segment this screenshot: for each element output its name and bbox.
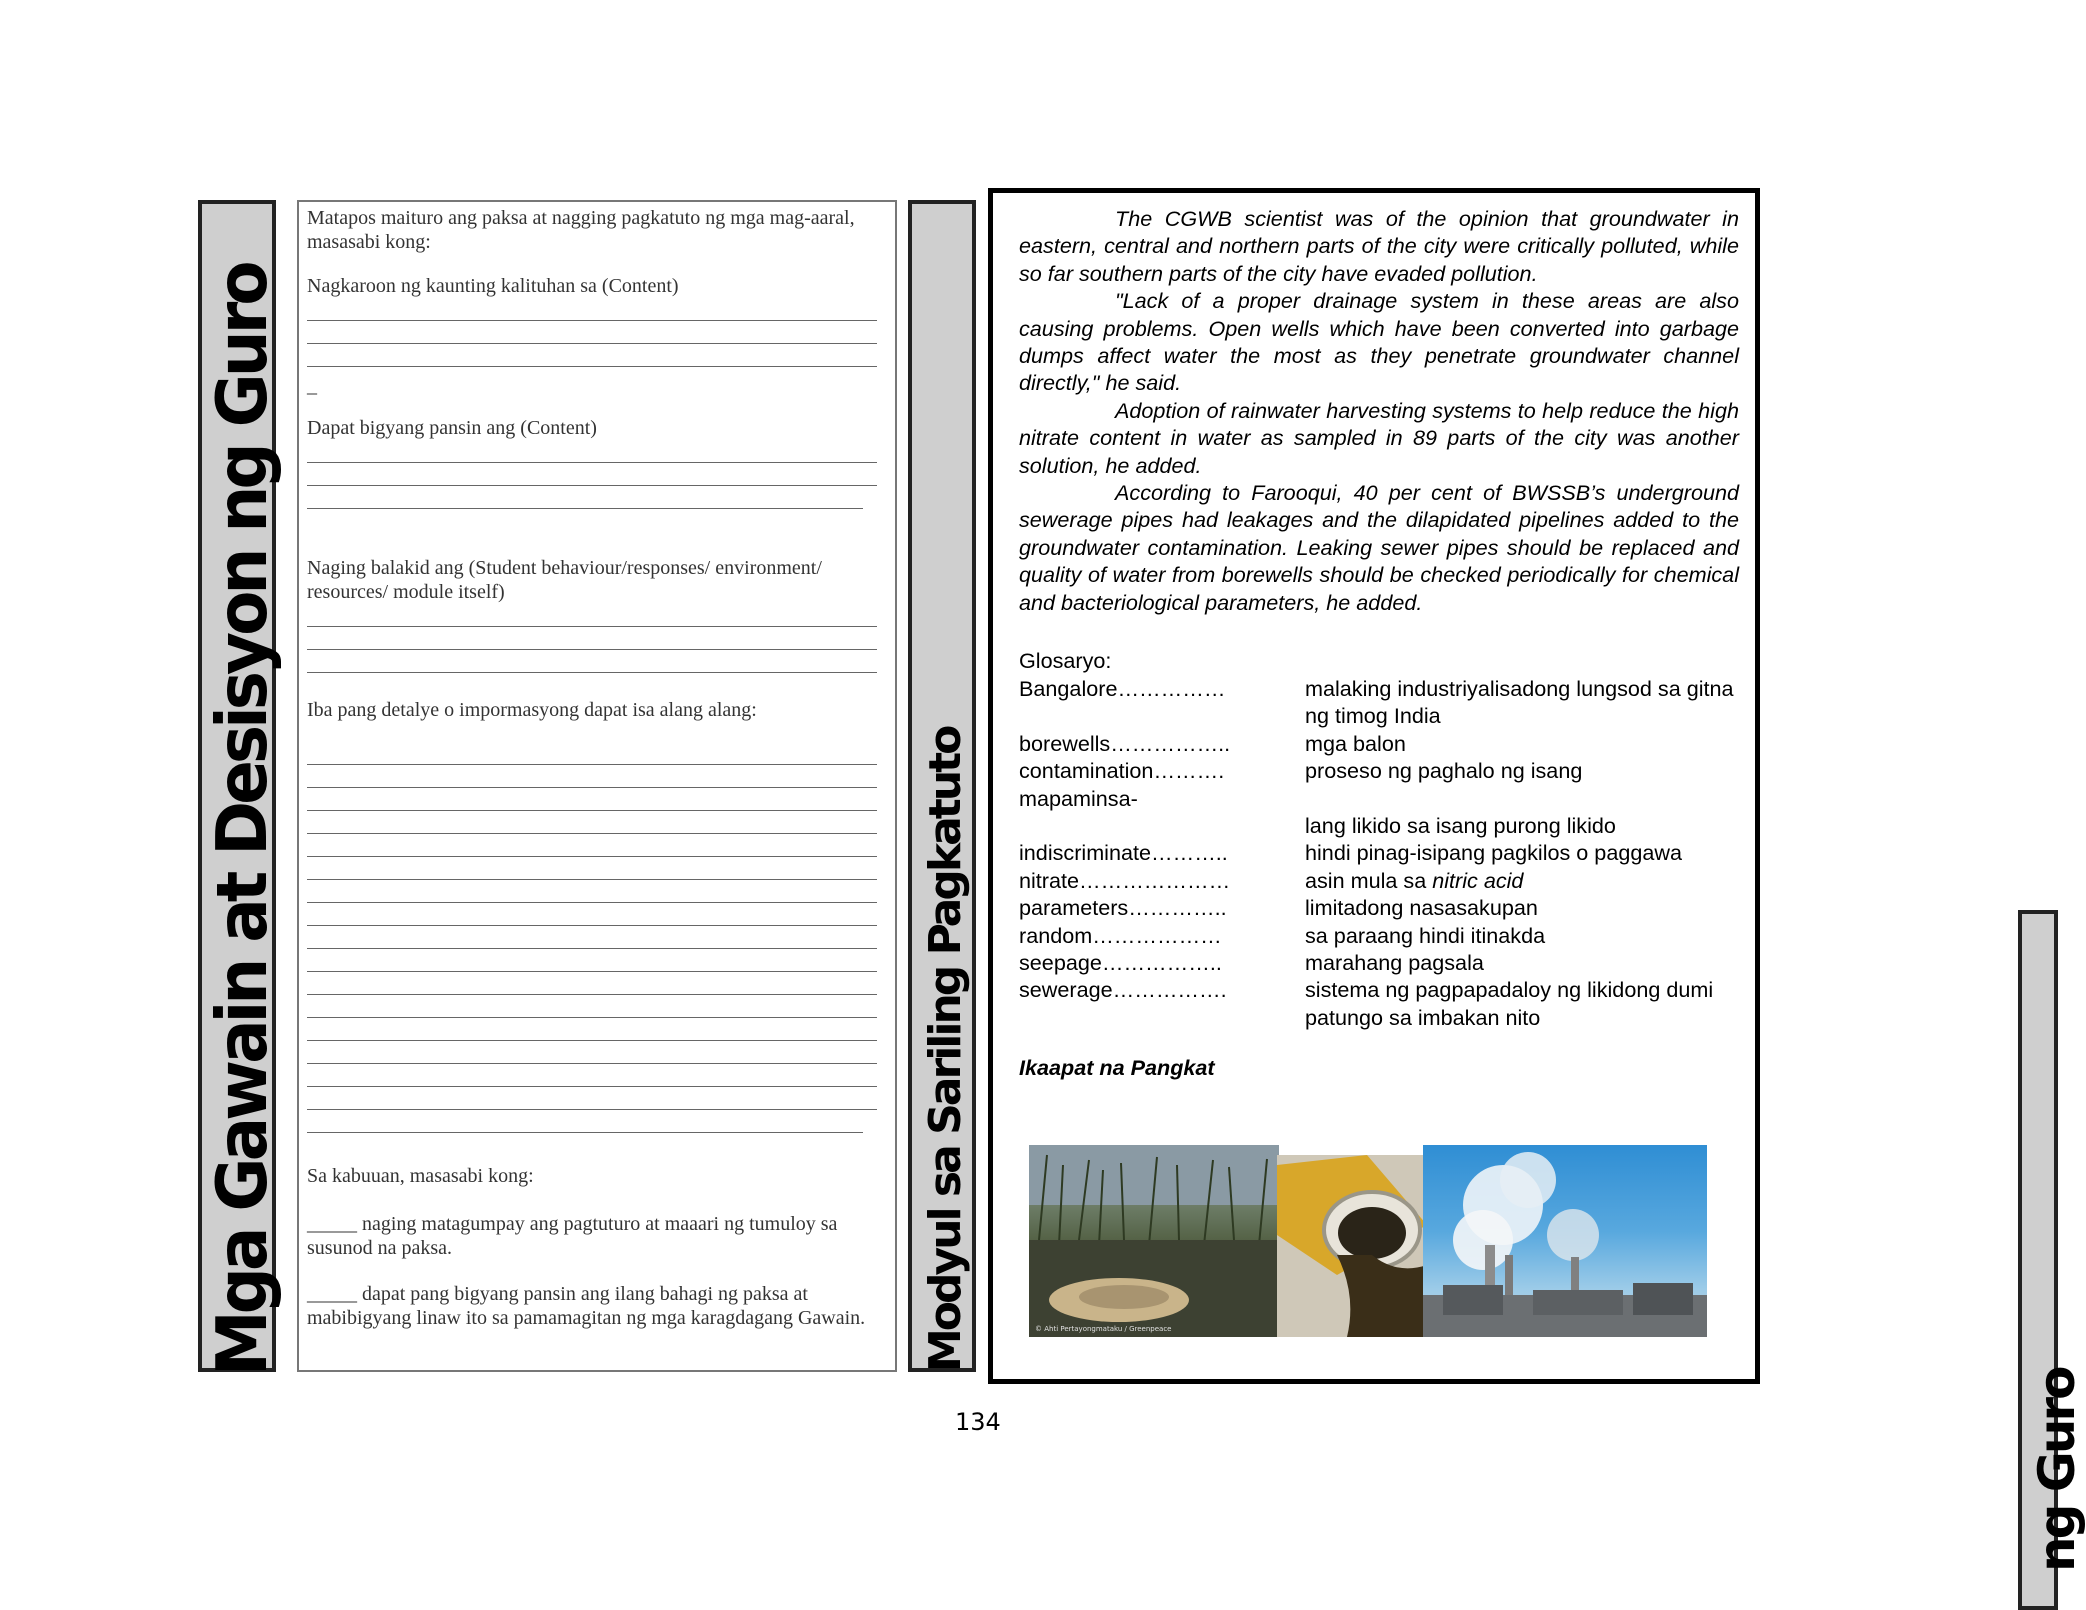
answer-line[interactable]: [307, 1063, 877, 1064]
form-question-attention: Dapat bigyang pansin ang (Content): [307, 417, 597, 439]
glossary-row: [1019, 675, 1749, 730]
answer-line[interactable]: [307, 810, 877, 811]
page-number: 134: [955, 1408, 1001, 1436]
glossary-definition: hindi pinag-isipang pagkilos o paggawa: [1305, 840, 1682, 866]
sewage-pipe-photo: [1277, 1155, 1427, 1337]
answer-line[interactable]: [307, 649, 877, 650]
glossary-definition-italic: nitric acid: [1432, 867, 1524, 893]
left-banner-title: Mga Gawain at Desisyon ng Guro: [202, 264, 283, 1376]
reading-panel: [988, 188, 1760, 1384]
form-option-review: _____ dapat pang bigyang pansin ang ilang bahagi ng paksa at mabibigyang linaw ito sa pamamagitan ng mga karagdagang Gawain.: [307, 1283, 866, 1329]
glossary-row: [1019, 894, 1749, 921]
glossary-definition-text: asin mula sa: [1305, 867, 1433, 893]
next-page-banner-title: ng Guro: [2028, 1368, 2086, 1572]
answer-line[interactable]: [307, 1132, 863, 1133]
glossary-definition: malaking industriyalisadong lungsod sa gitna ng timog India: [1305, 676, 1734, 729]
answer-line[interactable]: [307, 1040, 877, 1041]
answer-line[interactable]: [307, 856, 877, 857]
article-paragraph: Adoption of rainwater harvesting systems to help reduce the high nitrate content in water as sampled in 89 parts of the city was another solution, he added.: [1019, 397, 1739, 478]
glossary-definition: [1305, 785, 1749, 812]
answer-line[interactable]: [307, 902, 877, 903]
middle-banner-title: Modyul sa Sariling Pagkatuto: [920, 727, 971, 1372]
glossary-row: [1019, 949, 1749, 976]
form-option-success: _____ naging matagumpay ang pagtuturo at maaari ng tumuloy sa susunod na paksa.: [307, 1213, 838, 1259]
answer-line[interactable]: [307, 1086, 877, 1087]
answer-line[interactable]: [307, 343, 877, 344]
answer-line[interactable]: [307, 994, 877, 995]
answer-line[interactable]: [307, 764, 877, 765]
glossary-row: [1019, 785, 1749, 812]
answer-line[interactable]: [307, 879, 877, 880]
article-paragraph: "Lack of a proper drainage system in these areas are also causing problems. Open wells which have been converted into garbage dumps affect water the most as they penetrate groundwater channel directly," he said.: [1019, 288, 1739, 396]
glossary-term: [1019, 812, 1305, 839]
article: [1019, 205, 1739, 616]
glossary-term: Bangalore……………: [1019, 676, 1226, 701]
answer-line[interactable]: [307, 833, 877, 834]
glossary-definition: mga balon: [1305, 730, 1406, 756]
answer-line[interactable]: [307, 485, 877, 486]
glossary-definition: marahang pagsala: [1305, 950, 1484, 976]
answer-line[interactable]: [307, 366, 877, 367]
glossary-row: [1019, 867, 1749, 894]
glossary-term: mapaminsa-: [1019, 785, 1138, 811]
glossary-term: parameters…………..: [1019, 895, 1227, 921]
answer-line[interactable]: [307, 1017, 877, 1018]
form-question-confusion: Nagkaroon ng kaunting kalituhan sa (Content): [307, 275, 679, 297]
glossary-term: borewells……………..: [1019, 730, 1231, 756]
glossary-row: [1019, 757, 1749, 784]
glossary-list: [1019, 675, 1749, 1031]
form-summary: Sa kabuuan, masasabi kong:: [307, 1165, 534, 1187]
answer-line[interactable]: [307, 787, 877, 788]
glossary-term: indiscriminate………..: [1019, 840, 1228, 866]
photo-credit: © Ahti Pertayongmataku / Greenpeace: [1035, 1325, 1172, 1333]
glossary-definition: lang likido sa isang purong likido: [1305, 813, 1616, 839]
answer-line[interactable]: [307, 320, 877, 321]
form-question-other-details: Iba pang detalye o impormasyong dapat isa alang alang:: [307, 699, 757, 721]
glossary-definition: sistema ng pagpapadaloy ng likidong dumi patungo sa imbakan nito: [1305, 977, 1714, 1030]
glossary-term: random………………: [1019, 922, 1222, 948]
glossary-row: [1019, 812, 1749, 839]
glossary-term: nitrate…………………: [1019, 867, 1231, 893]
glossary-row: [1019, 976, 1749, 1031]
form-question-obstacle: Naging balakid ang (Student behaviour/responses/ environment/ resources/ module itself): [307, 557, 822, 603]
answer-line[interactable]: [307, 971, 877, 972]
form-intro: Matapos maituro ang paksa at nagging pagkatuto ng mga mag-aaral, masasabi kong:: [307, 207, 855, 253]
glossary-definition: limitadong nasasakupan: [1305, 895, 1538, 921]
polluted-swamp-photo: [1029, 1145, 1279, 1337]
section-label: Ikaapat na Pangkat: [1019, 1055, 1215, 1080]
factory-smoke-photo: [1423, 1145, 1707, 1337]
glossary-definition: sa paraang hindi itinakda: [1305, 922, 1546, 948]
glossary-term: sewerage…………….: [1019, 977, 1227, 1003]
answer-line[interactable]: [307, 925, 877, 926]
form-dash: _: [307, 375, 317, 397]
glossary-title: Glosaryo:: [1019, 648, 1112, 673]
answer-line[interactable]: [307, 1109, 877, 1110]
answer-line[interactable]: [307, 462, 877, 463]
answer-line[interactable]: [307, 626, 877, 627]
answer-line[interactable]: [307, 672, 877, 673]
glossary-definition: [1305, 867, 1749, 894]
article-paragraph: According to Farooqui, 40 per cent of BWSSB’s underground sewerage pipes had leakages and the dilapidated pipelines added to the groundwater contamination. Leaking sewer pipes should be replaced and quality of water from borewells should be checked periodically for chemical and bacteriological parameters, he added.: [1019, 480, 1739, 615]
glossary-definition: proseso ng paghalo ng isang: [1305, 758, 1583, 784]
glossary-term: seepage……………..: [1019, 950, 1222, 976]
teacher-reflection-form: [297, 200, 897, 1372]
glossary-row: [1019, 730, 1749, 757]
glossary-term: contamination……….: [1019, 758, 1225, 784]
glossary-row: [1019, 839, 1749, 866]
answer-line[interactable]: [307, 508, 863, 509]
glossary-row: [1019, 922, 1749, 949]
answer-line[interactable]: [307, 948, 877, 949]
article-paragraph: The CGWB scientist was of the opinion that groundwater in eastern, central and northern parts of the city were critically polluted, while so far southern parts of the city have evaded pollution.: [1019, 206, 1739, 286]
